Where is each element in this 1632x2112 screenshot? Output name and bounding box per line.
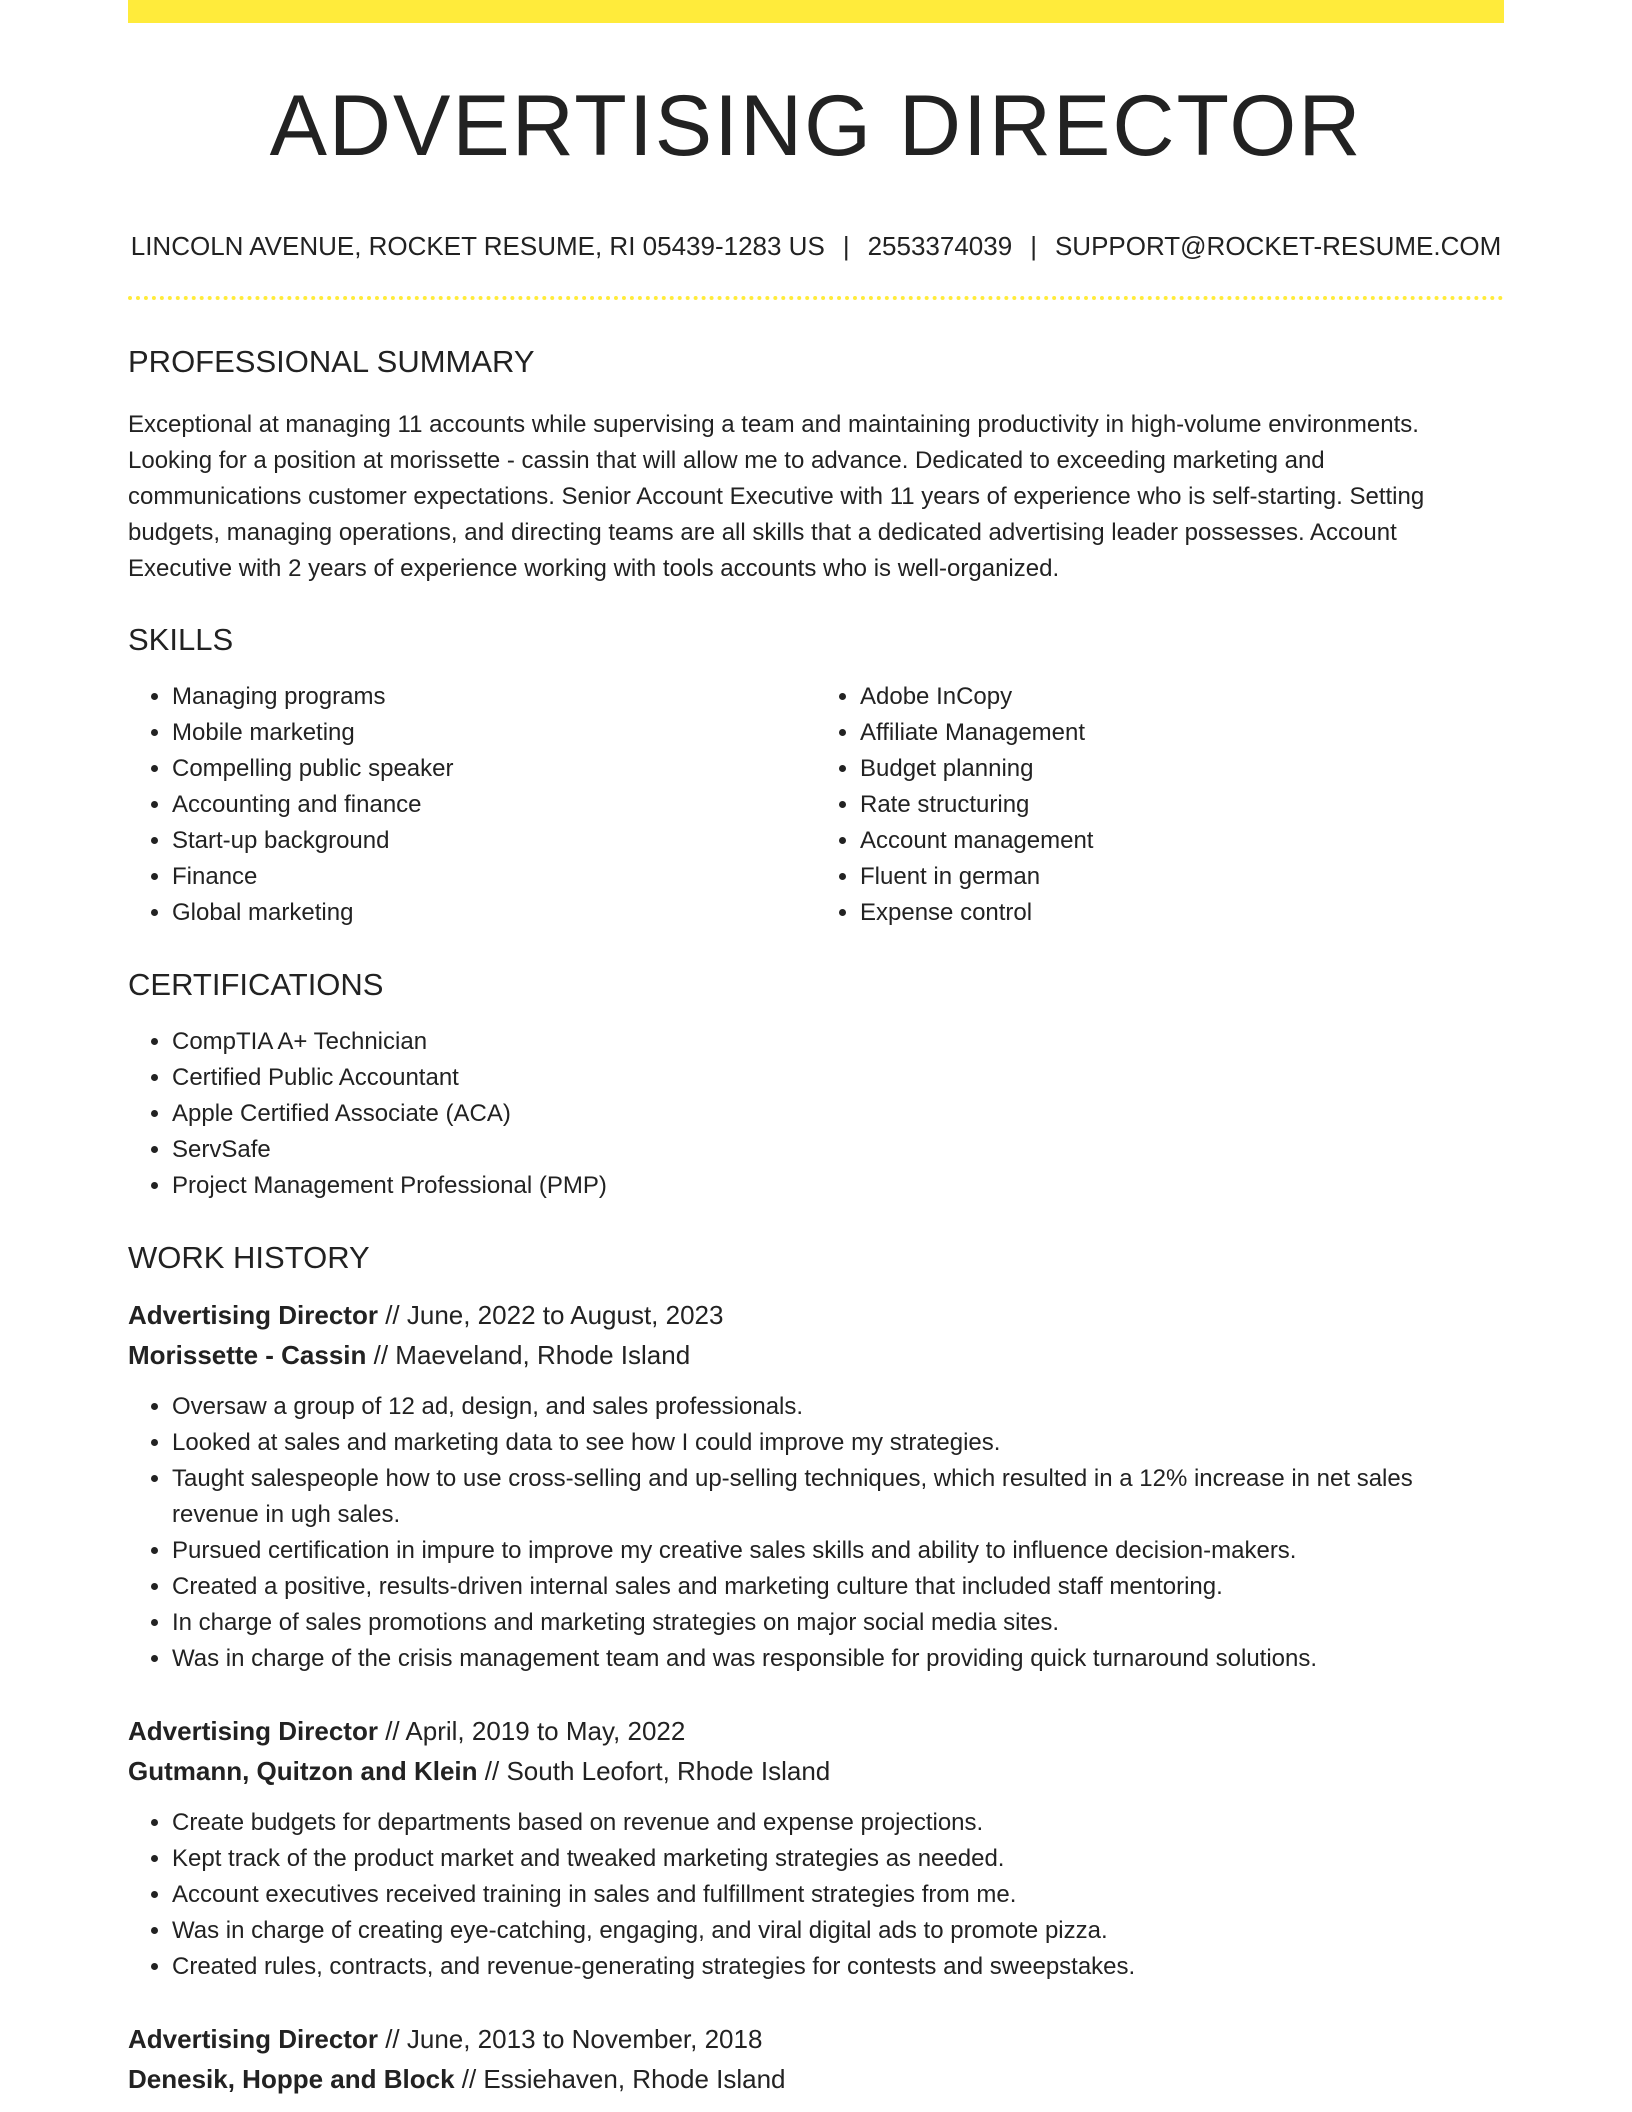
- summary-text: Exceptional at managing 11 accounts while supervising a team and maintaining productivity in high-volume environments. Looking for a position at morissette - cassin that will allow me to advance. Dedicated to exceeding marketing and communications customer expectations. Senior Account Executive with 11 years of experience who is self-starting. Setting budgets, managing operations, and directing teams are all skills that a dedicated advertising leader possesses. Account Executive with 2 years of experience working with tools accounts who is well-organized.: [128, 411, 1425, 582]
- job-dates: // April, 2019 to May, 2022: [385, 1716, 686, 1746]
- work-history-heading: WORK HISTORY: [128, 1240, 370, 1275]
- job-company: Denesik, Hoppe and Block: [128, 2064, 455, 2094]
- job-company-line: [128, 1751, 1504, 1791]
- certification-item: • CompTIA A+ Technician: [172, 1024, 1504, 1060]
- job-title: Advertising Director: [128, 2024, 378, 2054]
- skills-columns: [128, 679, 1504, 931]
- job-title: Advertising Director: [128, 1716, 378, 1746]
- top-accent-bar: [128, 0, 1504, 23]
- job-company: Morissette - Cassin: [128, 1340, 367, 1370]
- skill-item: • Accounting and finance: [172, 787, 816, 823]
- job-location: // South Leofort, Rhode Island: [484, 1756, 831, 1786]
- job-bullet: • Was in charge of creating eye-catching, engaging, and viral digital ads to promote pizza.: [172, 1913, 1504, 1949]
- job-bullet: • Account executives received training in sales and fulfillment strategies from me.: [172, 1877, 1504, 1913]
- job-title-line: [128, 2019, 1504, 2059]
- contact-separator: |: [842, 231, 850, 261]
- skill-item: • Rate structuring: [860, 787, 1504, 823]
- job-title-line: [128, 1295, 1504, 1335]
- job-bullet: • In charge of sales promotions and marketing strategies on major social media sites.: [172, 1605, 1504, 1641]
- job-bullet: • Looked at sales and marketing data to see how I could improve my strategies.: [172, 1425, 1504, 1461]
- skill-item: • Mobile marketing: [172, 715, 816, 751]
- skill-item: • Budget planning: [860, 751, 1504, 787]
- job-bullet: • Created rules, contracts, and revenue-generating strategies for contests and sweepstakes.: [172, 1949, 1504, 1985]
- skills-list-right: [816, 679, 1504, 931]
- job-bullet: • Taught salespeople how to use cross-selling and up-selling techniques, which resulted in a 12% increase in net sales revenue in ugh sales.: [172, 1461, 1504, 1533]
- job-title-line: [128, 1711, 1504, 1751]
- skill-item: • Global marketing: [172, 895, 816, 931]
- job-company-line: [128, 2059, 1504, 2099]
- contact-phone: 2553374039: [867, 231, 1013, 261]
- skills-heading: SKILLS: [128, 622, 234, 657]
- job-bullet-list: [128, 1805, 1504, 1985]
- contact-email: SUPPORT@ROCKET-RESUME.COM: [1054, 231, 1502, 261]
- resume-page: [128, 0, 1504, 2099]
- certification-item: • Certified Public Accountant: [172, 1060, 1504, 1096]
- job-bullet: • Kept track of the product market and tweaked marketing strategies as needed.: [172, 1841, 1504, 1877]
- contact-separator: |: [1030, 231, 1037, 261]
- skills-list-left: [128, 679, 816, 931]
- contact-address: LINCOLN AVENUE, ROCKET RESUME, RI 05439-1283 US: [130, 231, 825, 261]
- skill-item: • Expense control: [860, 895, 1504, 931]
- job-bullet: • Was in charge of the crisis management team and was responsible for providing quick turnaround solutions.: [172, 1641, 1504, 1677]
- certifications-list: [128, 1024, 1504, 1204]
- job-dates: // June, 2013 to November, 2018: [385, 2024, 763, 2054]
- job-dates: // June, 2022 to August, 2023: [385, 1300, 724, 1330]
- contact-line: [128, 233, 1504, 259]
- job-company: Gutmann, Quitzon and Klein: [128, 1756, 478, 1786]
- certification-item: • Apple Certified Associate (ACA): [172, 1096, 1504, 1132]
- job-bullet: • Created a positive, results-driven internal sales and marketing culture that included staff mentoring.: [172, 1569, 1504, 1605]
- skill-item: • Account management: [860, 823, 1504, 859]
- job-bullet: • Pursued certification in impure to improve my creative sales skills and ability to influence decision-makers.: [172, 1533, 1504, 1569]
- certification-item: • Project Management Professional (PMP): [172, 1168, 1504, 1204]
- job-company-line: [128, 1335, 1504, 1375]
- job-bullet: • Oversaw a group of 12 ad, design, and sales professionals.: [172, 1389, 1504, 1425]
- certification-item: • ServSafe: [172, 1132, 1504, 1168]
- skill-item: • Adobe InCopy: [860, 679, 1504, 715]
- job-location: // Essiehaven, Rhode Island: [461, 2064, 786, 2094]
- skill-item: • Fluent in german: [860, 859, 1504, 895]
- job-bullet: • Create budgets for departments based on revenue and expense projections.: [172, 1805, 1504, 1841]
- skill-item: • Finance: [172, 859, 816, 895]
- skill-item: • Compelling public speaker: [172, 751, 816, 787]
- summary-heading: PROFESSIONAL SUMMARY: [128, 344, 535, 379]
- job-location: // Maeveland, Rhode Island: [373, 1340, 691, 1370]
- skill-item: • Managing programs: [172, 679, 816, 715]
- dotted-divider: [128, 296, 1504, 300]
- job-title: Advertising Director: [128, 1300, 378, 1330]
- skill-item: • Start-up background: [172, 823, 816, 859]
- job-bullet-list: [128, 1389, 1504, 1677]
- skill-item: • Affiliate Management: [860, 715, 1504, 751]
- page-title: ADVERTISING DIRECTOR: [269, 78, 1363, 174]
- certifications-heading: CERTIFICATIONS: [128, 967, 384, 1002]
